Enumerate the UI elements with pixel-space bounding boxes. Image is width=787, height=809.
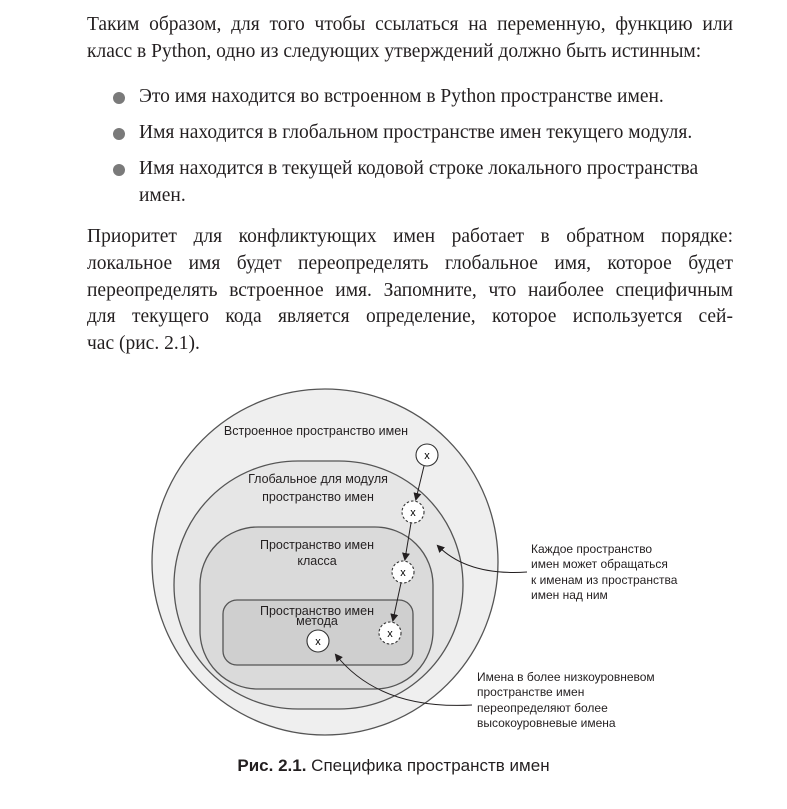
figure-caption [0, 756, 787, 776]
intro-line: класс в Python, одно из следующих утверждений должно быть истинным: [87, 40, 702, 62]
bullet-icon [113, 92, 125, 104]
builtin-namespace-label: Встроенное пространство имен [223, 424, 409, 438]
callout-2 [477, 670, 655, 730]
svg-text:высокоуровневые имена: высокоуровневые имена [477, 716, 616, 730]
class-namespace-label: класса [297, 554, 337, 568]
svg-text:x: x [400, 567, 406, 579]
svg-text:Имена в более низкоуровневом: Имена в более низкоуровневом [477, 670, 655, 684]
svg-text:x: x [315, 636, 321, 648]
priority-line: для текущего кода является определение, которое используется сей- [87, 306, 733, 328]
intro-line: Таким образом, для того чтобы ссылаться на переменную, функцию или [87, 14, 733, 35]
svg-text:переопределяют более: переопределяют более [477, 701, 608, 715]
svg-text:x: x [424, 450, 430, 462]
namespace-diagram [0, 380, 787, 750]
intro-paragraph [87, 12, 733, 65]
method-namespace-label: Пространство имен [259, 604, 375, 618]
callout-1 [531, 542, 678, 602]
priority-line: час (рис. 2.1). [87, 333, 200, 355]
list-item: Имя находится в текущей кодовой строке локального пространства имен. [113, 155, 735, 209]
method-namespace-label: метода [296, 614, 338, 628]
global-namespace-label: пространство имен [262, 490, 374, 504]
class-namespace-label: Пространство имен [259, 538, 375, 552]
svg-text:к именам из пространства: к именам из пространства [531, 573, 678, 587]
list-item: Имя находится в глобальном пространстве имен текущего модуля. [113, 119, 735, 146]
priority-line: переопределять встроенное имя. Запомните, что наиболее специфичным [87, 279, 733, 301]
svg-text:пространстве имен: пространстве имен [477, 685, 585, 699]
figure-number: Рис. 2.1. [237, 756, 307, 775]
svg-text:имен над ним: имен над ним [531, 588, 608, 602]
svg-text:Каждое пространство: Каждое пространство [531, 542, 653, 556]
svg-text:x: x [410, 507, 416, 519]
priority-line: Приоритет для конфликтующих имен работает в обратном порядке: [87, 226, 733, 247]
bullet-icon [113, 128, 125, 140]
bullet-icon [113, 164, 125, 176]
svg-text:имен может обращаться: имен может обращаться [531, 557, 668, 571]
svg-text:x: x [387, 628, 393, 640]
list-item: Это имя находится во встроенном в Python пространстве имен. [113, 83, 735, 110]
namespace-conditions-list [113, 83, 735, 218]
figure-title: Специфика пространств имен [311, 756, 550, 775]
priority-line: локальное имя будет переопределять глобальное имя, которое будет [87, 252, 733, 274]
priority-paragraph [87, 224, 733, 358]
global-namespace-label: Глобальное для модуля [248, 472, 388, 486]
